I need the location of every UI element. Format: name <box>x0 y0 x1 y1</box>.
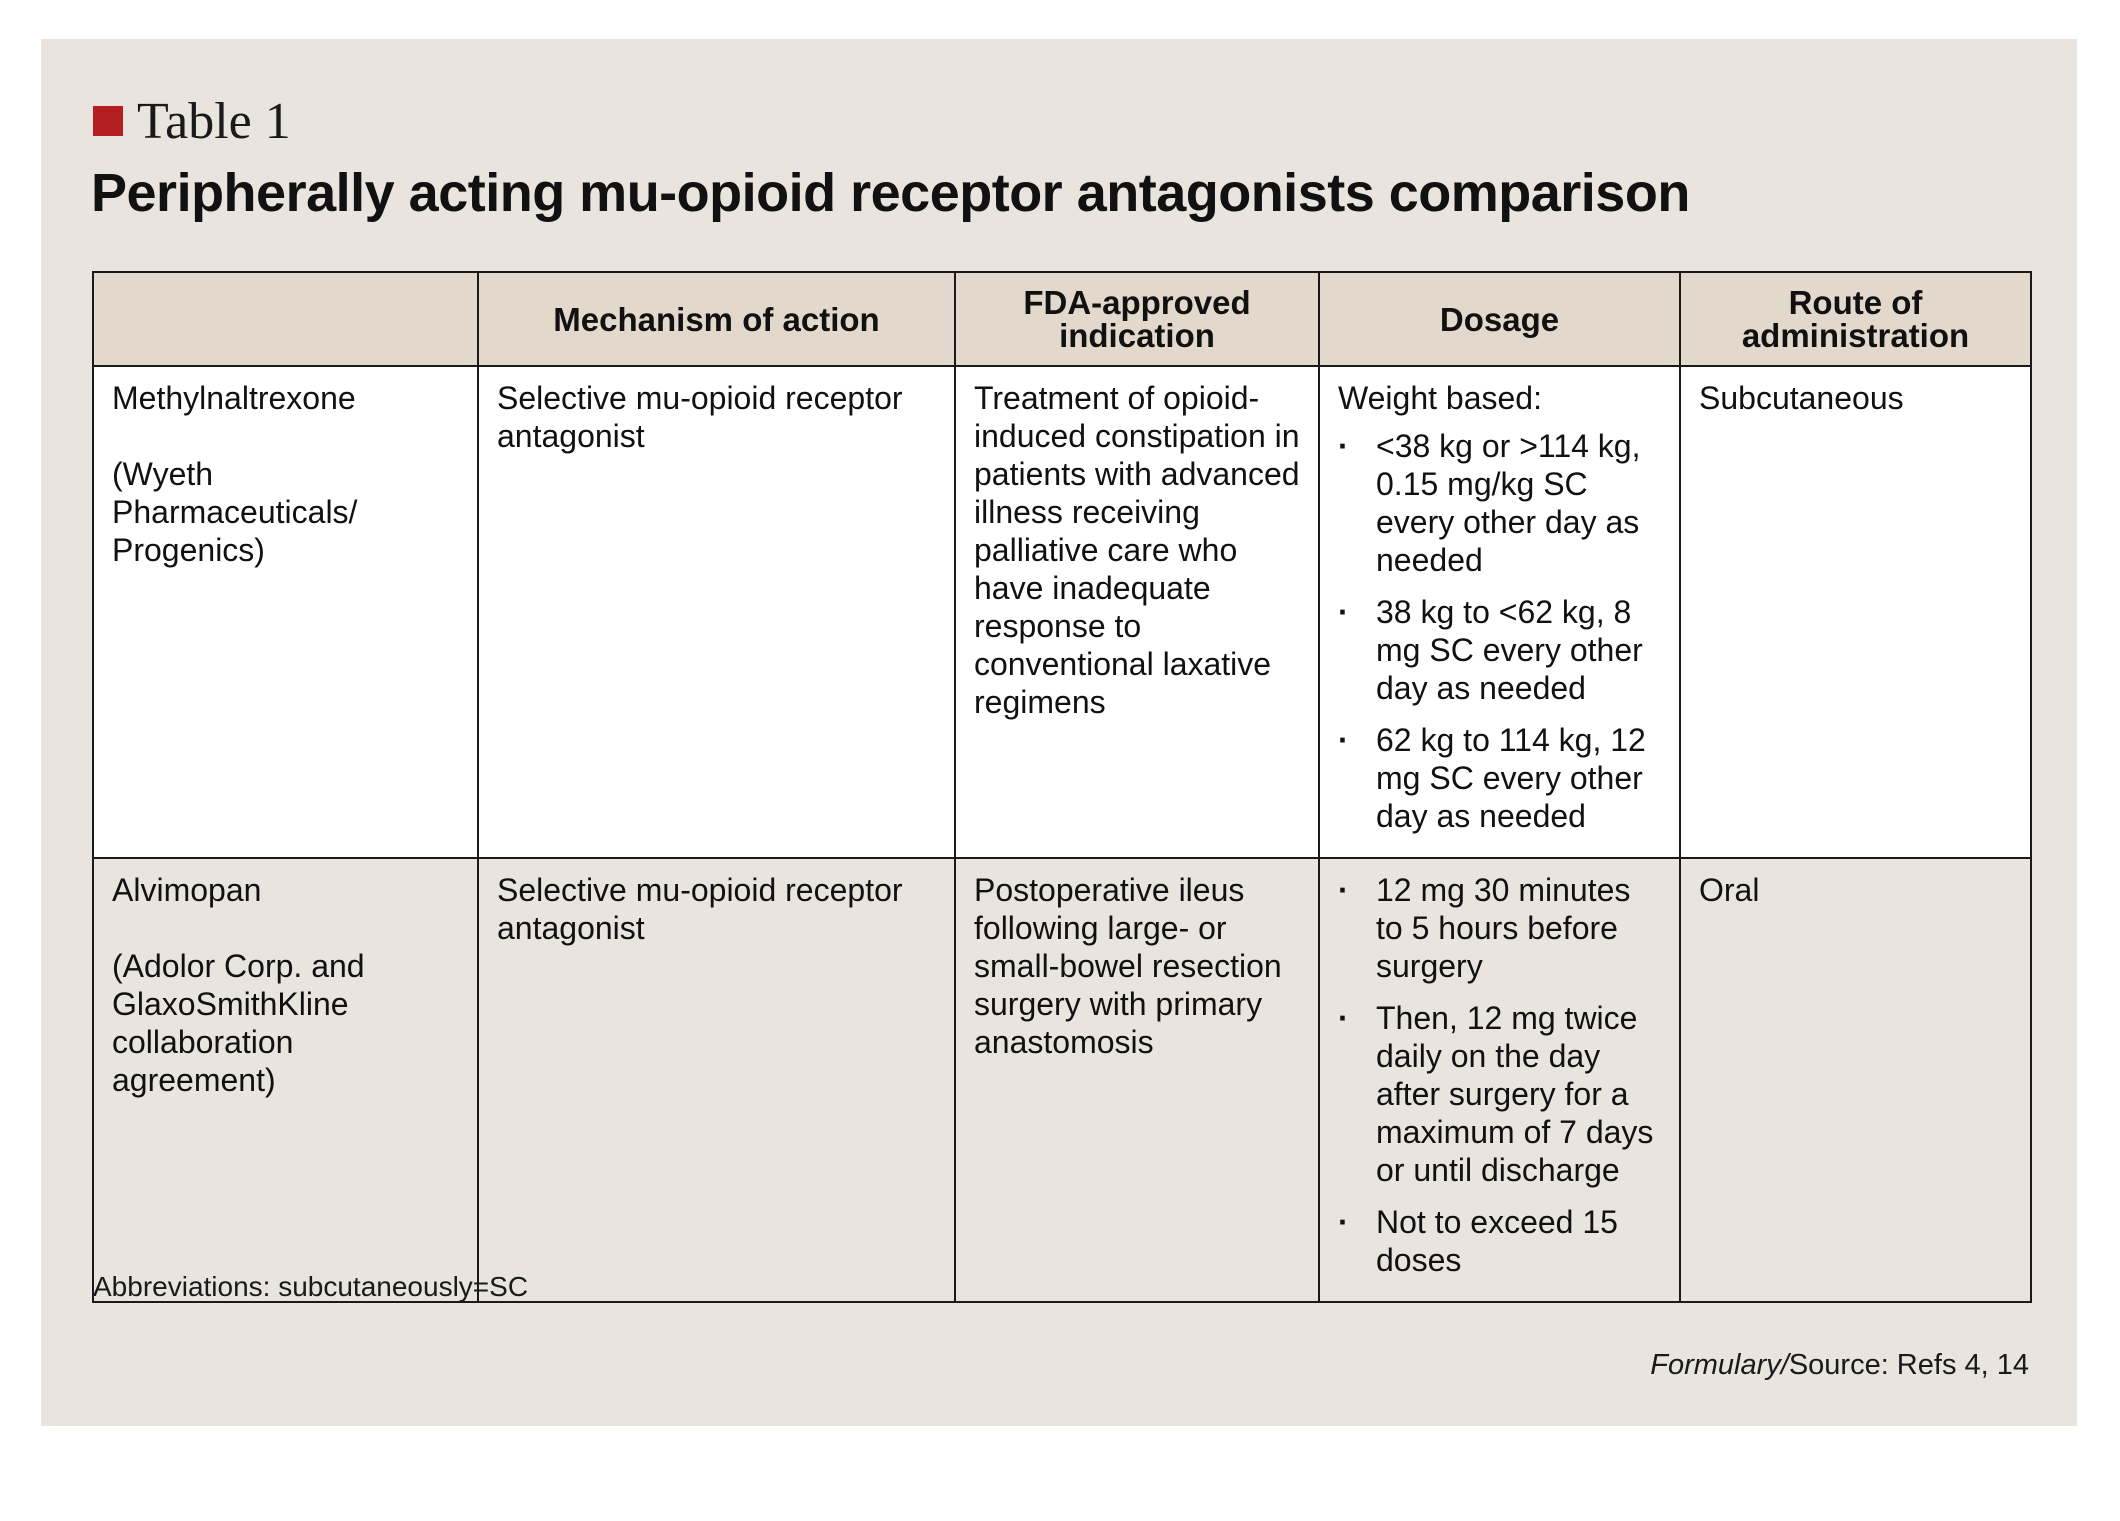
indication-cell: Treatment of opioid-induced constipation in patients with advanced illness receiving palliative care who have inadequate response to conventional laxative regimens <box>955 366 1319 858</box>
dosage-item: · 62 kg to 114 kg, 12 mg SC every other day as needed <box>1338 721 1661 835</box>
table-title: Peripherally acting mu-opioid receptor antagonists comparison <box>91 163 1690 223</box>
dosage-item: · 12 mg 30 minutes to 5 hours before surgery <box>1338 871 1661 985</box>
header-drug <box>93 272 478 366</box>
table-label <box>93 91 291 151</box>
header-route: Route of administration <box>1680 272 2031 366</box>
dosage-item: · <38 kg or >114 kg, 0.15 mg/kg SC every other day as needed <box>1338 427 1661 579</box>
header-indication: FDA-approved indication <box>955 272 1319 366</box>
source-refs: Source: Refs 4, 14 <box>1788 1349 2029 1381</box>
drug-name: Alvimopan <box>112 872 262 908</box>
header-dosage: Dosage <box>1319 272 1680 366</box>
dosage-intro: Weight based: <box>1338 380 1542 416</box>
red-square-marker <box>93 106 123 136</box>
drug-manufacturer: (Wyeth Pharmaceuticals/ Progenics) <box>112 456 358 568</box>
route-cell: Oral <box>1680 858 2031 1302</box>
table-panel <box>41 39 2077 1426</box>
dosage-item: · 38 kg to <62 kg, 8 mg SC every other day as needed <box>1338 593 1661 707</box>
table-row <box>93 858 2031 1302</box>
drug-manufacturer: (Adolor Corp. and GlaxoSmithKline collaboration agreement) <box>112 948 365 1098</box>
indication-cell: Postoperative ileus following large- or small-bowel resection surgery with primary anastomosis <box>955 858 1319 1302</box>
dosage-item: · Then, 12 mg twice daily on the day after surgery for a maximum of 7 days or until discharge <box>1338 999 1661 1189</box>
mechanism-cell: Selective mu-opioid receptor antagonist <box>478 858 955 1302</box>
source-publication: Formulary/ <box>1650 1349 1789 1381</box>
dosage-cell <box>1319 858 1680 1302</box>
drug-cell <box>93 858 478 1302</box>
comparison-table <box>92 271 2032 1303</box>
route-cell: Subcutaneous <box>1680 366 2031 858</box>
header-row <box>93 272 2031 366</box>
header-mechanism: Mechanism of action <box>478 272 955 366</box>
dosage-cell <box>1319 366 1680 858</box>
drug-name: Methylnaltrexone <box>112 380 356 416</box>
mechanism-cell: Selective mu-opioid receptor antagonist <box>478 366 955 858</box>
dosage-list <box>1338 427 1661 835</box>
drug-cell <box>93 366 478 858</box>
source-credit <box>1650 1349 2029 1382</box>
dosage-list <box>1338 871 1661 1279</box>
table-row <box>93 366 2031 858</box>
abbreviations-note: Abbreviations: subcutaneously=SC <box>93 1271 529 1302</box>
table-number: Table 1 <box>137 92 291 150</box>
dosage-item: · Not to exceed 15 doses <box>1338 1203 1661 1279</box>
